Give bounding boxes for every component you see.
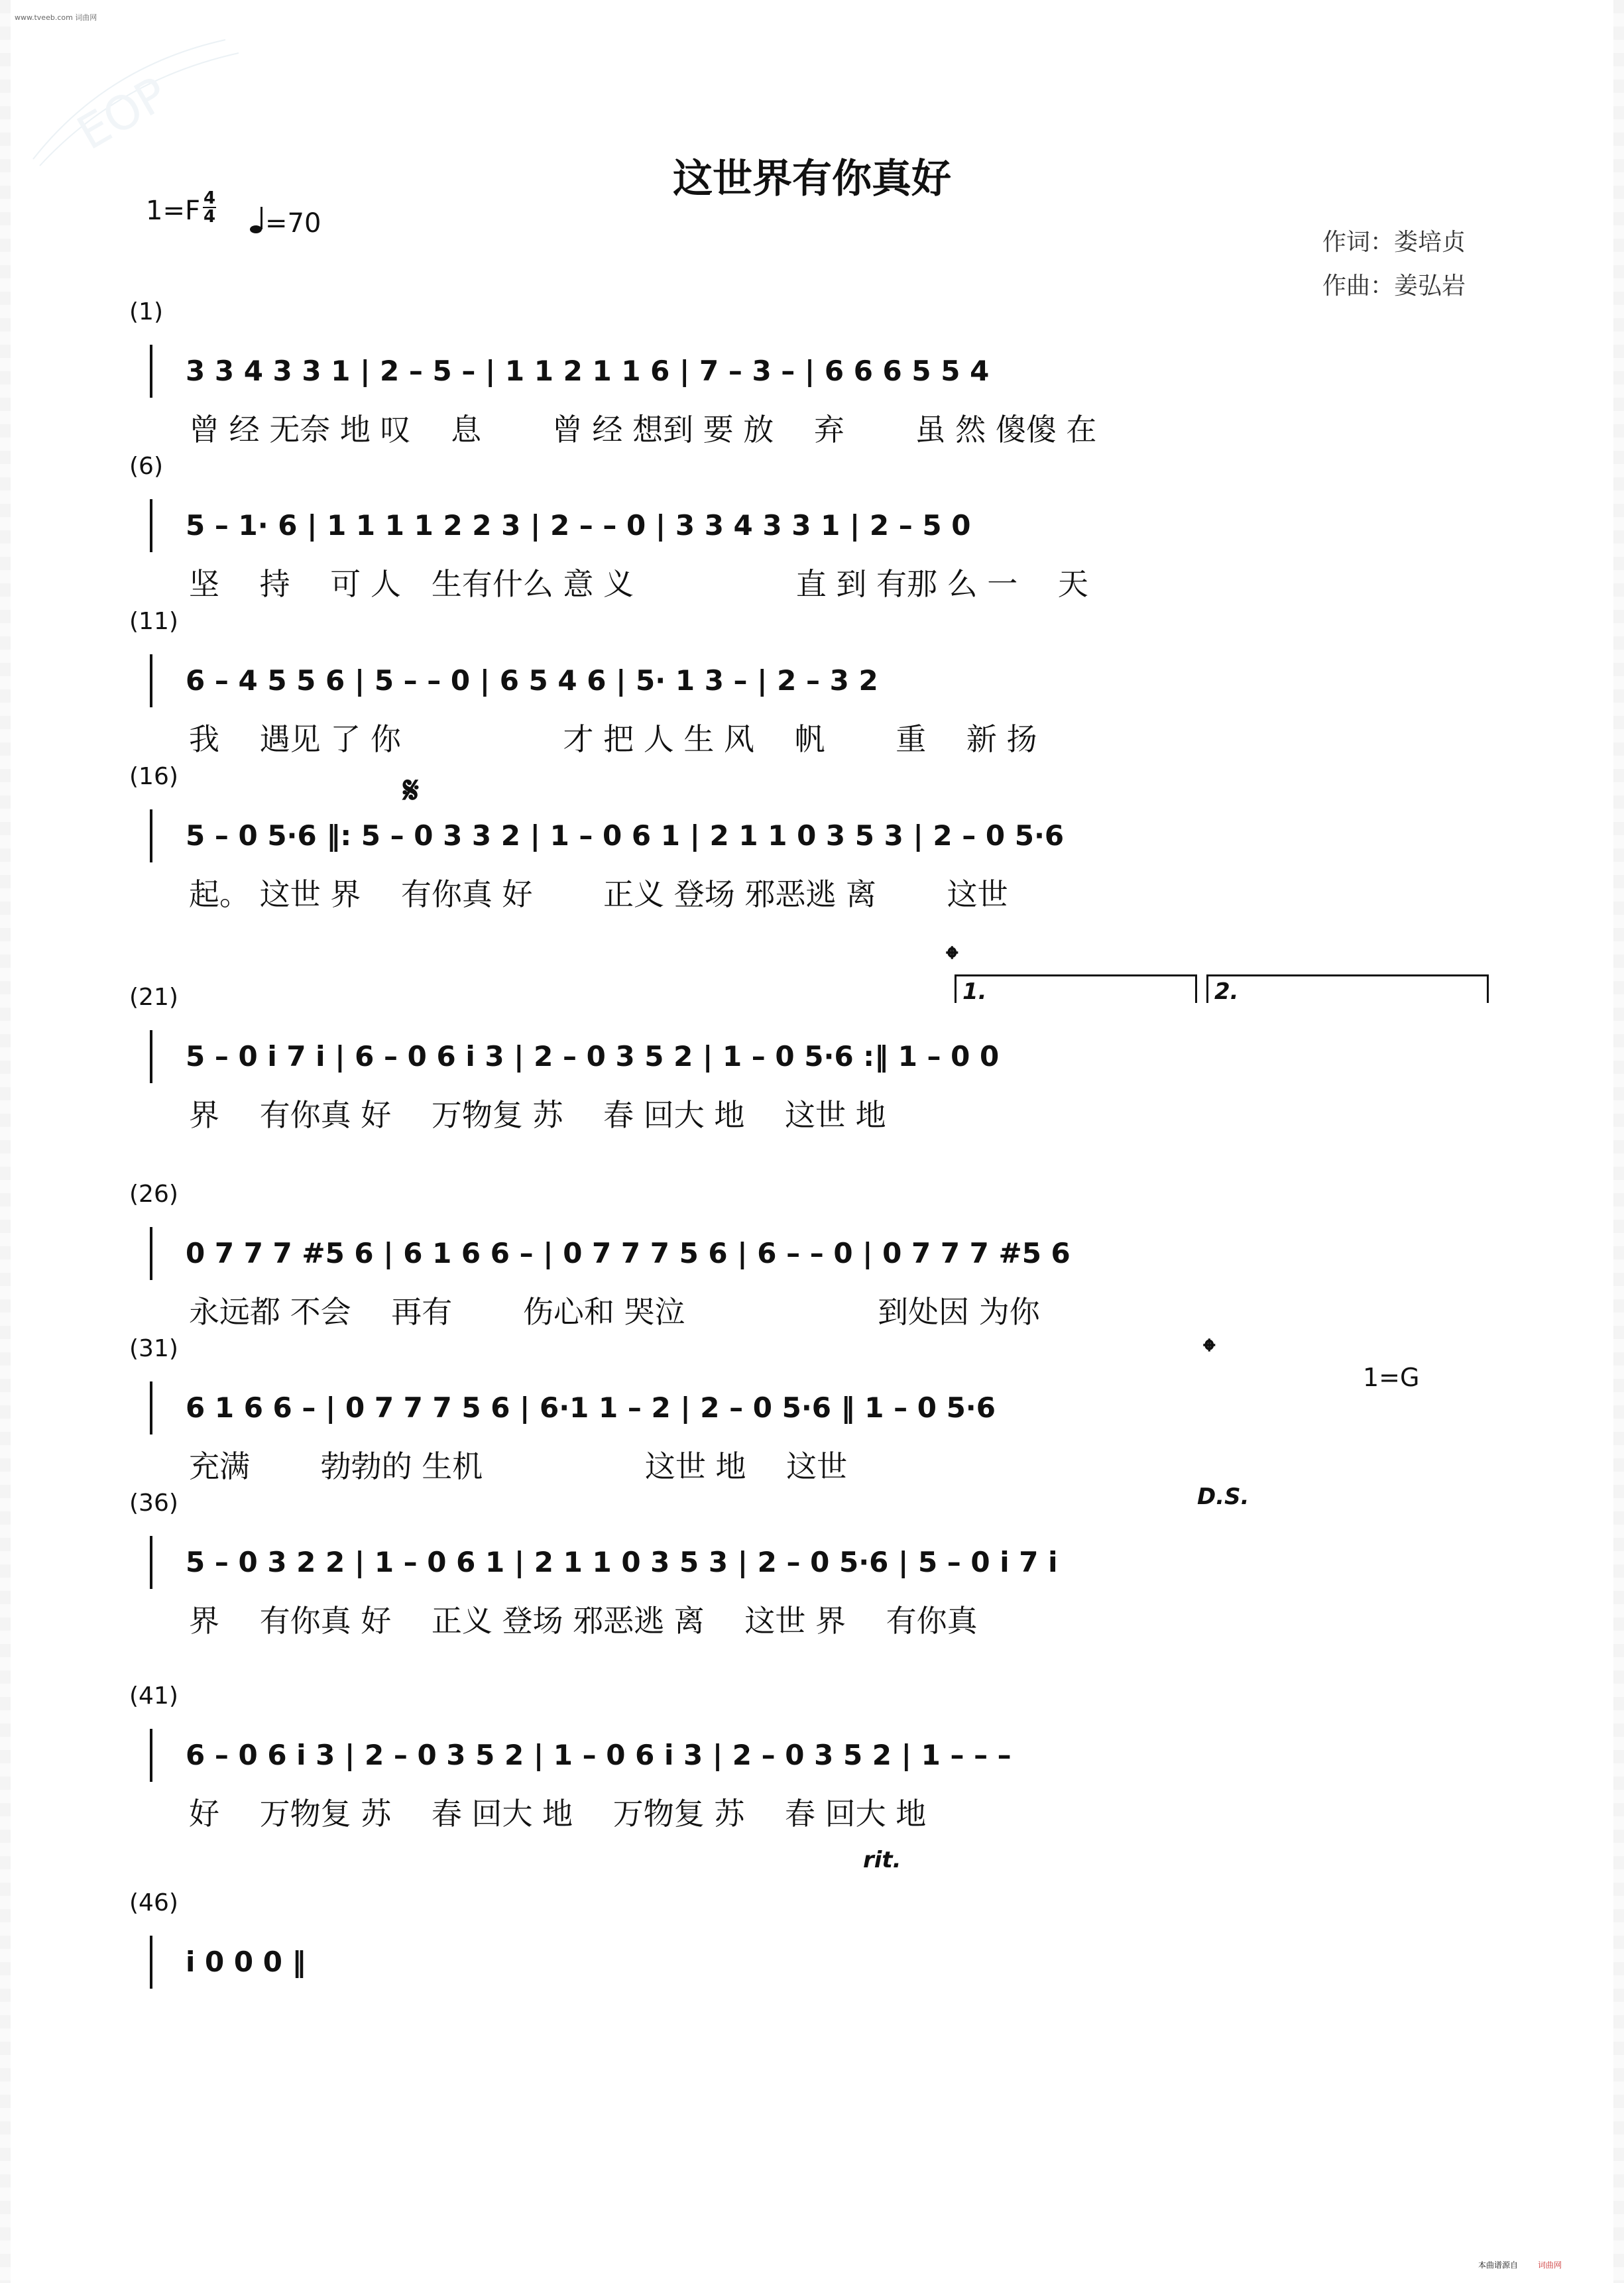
lyrics-line: 曾 经 无奈 地 叹 息 曾 经 想到 要 放 弃 虽 然 傻傻 在 <box>189 412 1097 447</box>
start-barline <box>150 1381 152 1434</box>
measure-number: (6) <box>129 453 163 480</box>
start-barline <box>150 654 152 707</box>
site-header: www.tveeb.com 词曲网 <box>15 13 97 22</box>
rit-mark: rit. <box>863 1847 901 1873</box>
start-barline <box>150 1030 152 1083</box>
time-sig-top: 4 <box>203 188 216 208</box>
notation-line: 0 7 7 7 #5 6 | 6 1 6 6 – | 0 7 7 7 5 6 | 6 – – 0 | 0 7 7 7 #5 6 <box>186 1237 1071 1269</box>
key-change: 1=G <box>1363 1363 1420 1392</box>
start-barline <box>150 1936 152 1989</box>
time-signature <box>203 190 216 225</box>
lyrics-line: 永远都 不会 再有 伤心和 哭泣 到处因 为你 <box>189 1294 1040 1330</box>
lyricist-credit: 作词：娄培贞 <box>1322 229 1466 256</box>
lyrics-line: 好 万物复 苏 春 回大 地 万物复 苏 春 回大 地 <box>189 1796 927 1832</box>
notation-line: 6 – 4 5 5 6 | 5 – – 0 | 6 5 4 6 | 5· 1 3 – | 2 – 3 2 <box>186 664 878 697</box>
notation-line: 5 – 0 5·6 ‖: 5 – 0 3 3 2 | 1 – 0 6 1 | 2 1 1 0 3 5 3 | 2 – 0 5·6 <box>186 819 1065 852</box>
start-barline <box>150 809 152 862</box>
lyrics-line: 充满 勃勃的 生机 这世 地 这世 <box>189 1448 848 1484</box>
measure-number: (26) <box>129 1181 178 1208</box>
tempo-marking <box>249 205 321 239</box>
notation-line: 6 – 0 6 i 3 | 2 – 0 3 5 2 | 1 – 0 6 i 3 | 2 – 0 3 5 2 | 1 – – – <box>186 1739 1012 1771</box>
lyrics-line: 坚 持 可 人 生有什么 意 义 直 到 有那 么 一 天 <box>189 566 1088 602</box>
lyrics-line: 我 遇见 了 你 才 把 人 生 风 帆 重 新 扬 <box>189 721 1037 757</box>
volta-2-bracket <box>1206 974 1489 1003</box>
start-barline <box>150 499 152 552</box>
song-title: 这世界有你真好 <box>673 156 951 202</box>
measure-number: (31) <box>129 1335 178 1362</box>
footer-site: 词曲网 <box>1538 2260 1562 2270</box>
volta-1-bracket <box>955 974 1197 1003</box>
coda-mark-1: 𝄌 <box>947 940 958 977</box>
key-signature: 1=F <box>146 196 200 226</box>
left-border-strip <box>0 0 11 2283</box>
measure-number: (16) <box>129 763 178 790</box>
volta-2-label: 2. <box>1214 978 1239 1005</box>
notation-line: 6 1 6 6 – | 0 7 7 7 5 6 | 6·1 1 – 2 | 2 – 0 5·6 ‖ 1 – 0 5·6 <box>186 1391 996 1424</box>
measure-number: (11) <box>129 608 178 635</box>
measure-number: (36) <box>129 1490 178 1517</box>
lyrics-line: 界 有你真 好 万物复 苏 春 回大 地 这世 地 <box>189 1097 886 1133</box>
tempo-value: =70 <box>265 208 321 239</box>
notation-line: 3 3 4 3 3 1 | 2 – 5 – | 1 1 2 1 1 6 | 7 – 3 – | 6 6 6 5 5 4 <box>186 355 990 387</box>
notation-line: i 0 0 0 ‖ <box>186 1946 306 1978</box>
start-barline <box>150 1227 152 1280</box>
right-border-strip <box>1613 0 1624 2283</box>
volta-1-label: 1. <box>962 978 987 1005</box>
start-barline <box>150 1536 152 1589</box>
notation-line: 5 – 0 i 7 i | 6 – 0 6 i 3 | 2 – 0 3 5 2 | 1 – 0 5·6 :‖ 1 – 0 0 <box>186 1040 1000 1073</box>
measure-number: (21) <box>129 984 178 1011</box>
notation-line: 5 – 0 3 2 2 | 1 – 0 6 1 | 2 1 1 0 3 5 3 | 2 – 0 5·6 | 5 – 0 i 7 i <box>186 1546 1058 1578</box>
measure-number: (41) <box>129 1682 178 1710</box>
lyrics-line: 界 有你真 好 正义 登场 邪恶逃 离 这世 界 有你真 <box>189 1603 978 1639</box>
svg-text:EOP: EOP <box>68 66 177 161</box>
measure-number: (1) <box>129 298 163 325</box>
measure-number: (46) <box>129 1889 178 1916</box>
time-sig-bottom: 4 <box>203 207 216 227</box>
segno-mark: 𝄋 <box>403 769 420 812</box>
start-barline <box>150 345 152 398</box>
footer-source: 本曲谱源自 <box>1478 2260 1519 2270</box>
notation-line: 5 – 1· 6 | 1 1 1 1 2 2 3 | 2 – – 0 | 3 3 4 3 3 1 | 2 – 5 0 <box>186 509 971 542</box>
ds-mark: D.S. <box>1197 1484 1249 1510</box>
start-barline <box>150 1729 152 1782</box>
coda-mark-2: 𝄌 <box>1204 1332 1215 1370</box>
quarter-note-icon <box>249 205 265 235</box>
lyrics-line: 起。 这世 界 有你真 好 正义 登场 邪恶逃 离 这世 <box>189 876 1008 912</box>
composer-credit: 作曲：姜弘岩 <box>1322 272 1466 300</box>
